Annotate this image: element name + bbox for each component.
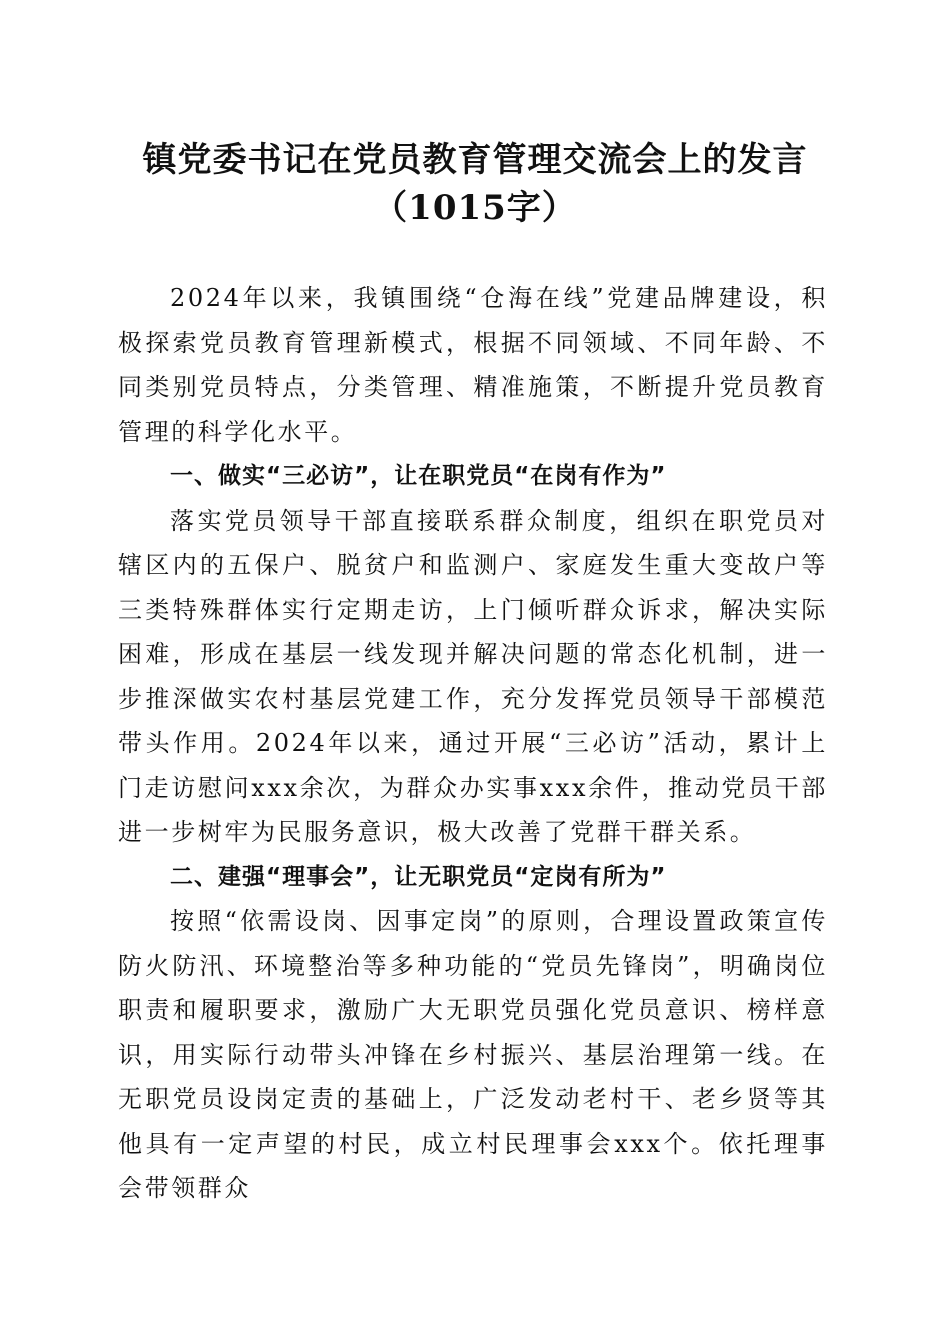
paragraph-section-1: 落实党员领导干部直接联系群众制度，组织在职党员对辖区内的五保户、脱贫户和监测户、家庭发生重大变故户等三类特殊群体实行定期走访，上门倾听群众诉求，解决实际困难，形成在基层一线发现并解决问题的常态化机制，进一步推深做实农村基层党建工作，充分发挥党员领导干部模范带头作用。2024年以来，通过开展“三必访”活动，累计上门走访慰问xxx余次，为群众办实事xxx余件，推动党员干部进一步树牢为民服务意识，极大改善了党群干群关系。 xyxy=(118,506,828,846)
document-body xyxy=(118,276,828,1211)
paragraph-intro: 2024年以来，我镇围绕“仓海在线”党建品牌建设，积极探索党员教育管理新模式，根据不同领域、不同年龄、不同类别党员特点，分类管理、精准施策，不断提升党员教育管理的科学化水平。 xyxy=(118,284,828,446)
document-subtitle: （1015字） xyxy=(373,188,577,228)
paragraph-section-2: 按照“依需设岗、因事定岗”的原则，合理设置政策宣传防火防汛、环境整治等多种功能的“党员先锋岗”，明确岗位职责和履职要求，激励广大无职党员强化党员意识、榜样意识，用实际行动带头冲锋在乡村振兴、基层治理第一线。在无职党员设岗定责的基础上，广泛发动老村干、老乡贤等其他具有一定声望的村民，成立村民理事会xxx个。依托理事会带领群众 xyxy=(118,907,828,1202)
section-heading-2: 二、建强“理事会”，让无职党员“定岗有所为” xyxy=(170,863,667,890)
document-title: 镇党委书记在党员教育管理交流会上的发言 xyxy=(142,140,808,180)
section-heading-1: 一、做实“三必访”，让在职党员“在岗有作为” xyxy=(170,463,667,489)
